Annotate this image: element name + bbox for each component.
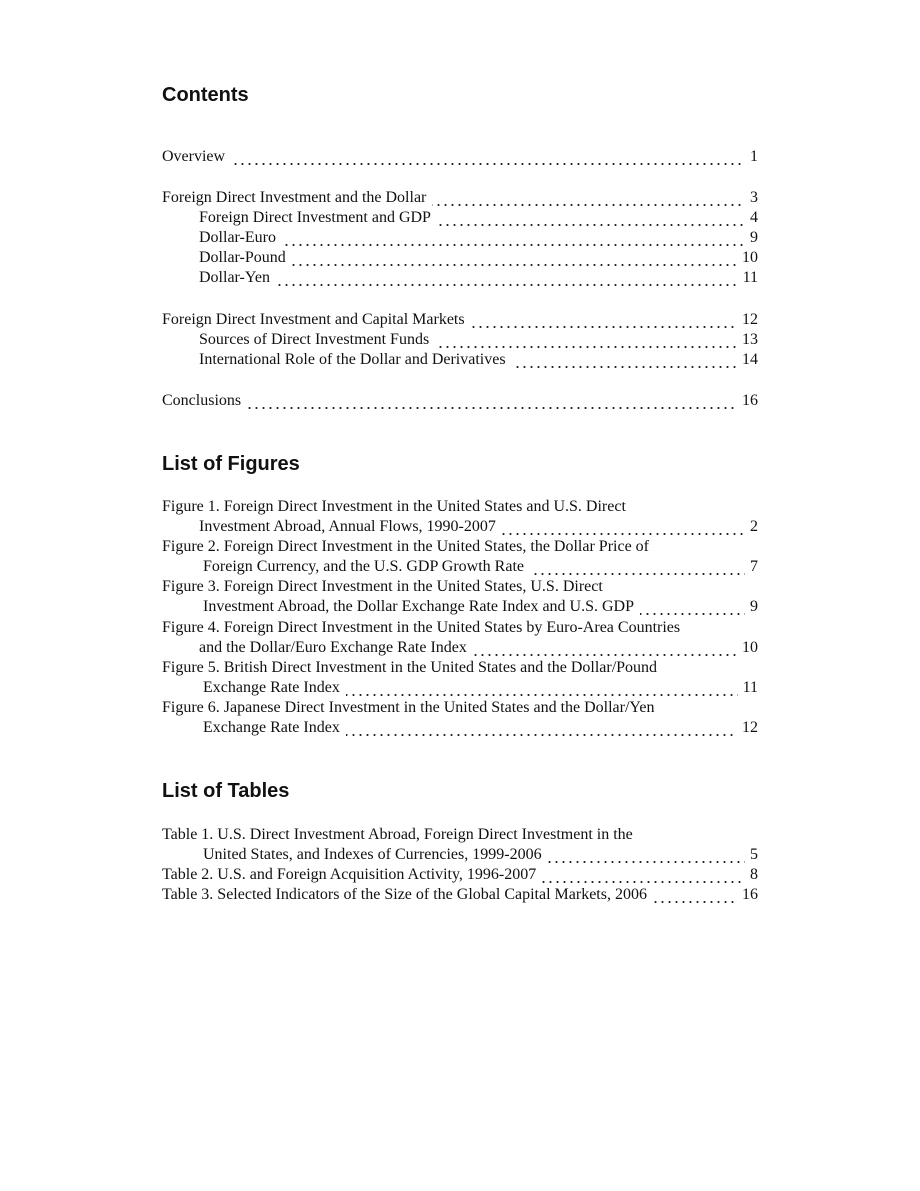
table-entry-1[interactable] (203, 845, 758, 865)
table-entry-title: Table 2. U.S. and Foreign Acquisition Activity, 1996-2007 (162, 865, 542, 885)
table-entry-1-line1: Table 1. U.S. Direct Investment Abroad, Foreign Direct Investment in the (162, 826, 633, 843)
figure-entry-4[interactable] (199, 638, 758, 658)
figure-entry-title: Investment Abroad, Annual Flows, 1990-2007 (199, 517, 502, 537)
toc-entry-page: 11 (738, 268, 758, 288)
figures-heading: List of Figures (162, 453, 300, 475)
tables-heading: List of Tables (162, 780, 290, 802)
table-entry-2[interactable] (162, 865, 758, 885)
toc-entry-title: Overview (162, 147, 231, 167)
toc-entry-page: 10 (737, 248, 758, 268)
table-entry-3[interactable] (162, 885, 758, 905)
figure-entry-1-line1: Figure 1. Foreign Direct Investment in the United States and U.S. Direct (162, 498, 626, 515)
toc-entry-page: 1 (745, 147, 758, 167)
toc-entry-fdi-capital-markets[interactable] (162, 310, 758, 330)
table-entry-page: 16 (737, 885, 758, 905)
figure-entry-1[interactable] (199, 517, 758, 537)
figure-entry-page: 11 (738, 678, 758, 698)
toc-entry-page: 3 (745, 188, 758, 208)
figure-entry-6-line1: Figure 6. Japanese Direct Investment in the United States and the Dollar/Yen (162, 699, 655, 716)
figure-entry-page: 9 (745, 597, 758, 617)
toc-entry-page: 9 (745, 228, 758, 248)
figure-entry-title: Foreign Currency, and the U.S. GDP Growth Rate (203, 557, 530, 577)
toc-entry-dollar-euro[interactable] (199, 228, 758, 248)
figure-entry-page: 7 (745, 557, 758, 577)
toc-entry-title: Dollar-Euro (199, 228, 282, 248)
toc-entry-page: 12 (737, 310, 758, 330)
toc-entry-international-role[interactable] (199, 350, 758, 370)
toc-entry-title: Dollar-Pound (199, 248, 292, 268)
figure-entry-5[interactable] (203, 678, 758, 698)
contents-heading: Contents (162, 84, 249, 106)
toc-entry-page: 13 (737, 330, 758, 350)
toc-entry-page: 14 (737, 350, 758, 370)
table-entry-page: 8 (745, 865, 758, 885)
table-entry-title: United States, and Indexes of Currencies, 1999-2006 (203, 845, 548, 865)
figure-entry-title: Investment Abroad, the Dollar Exchange Rate Index and U.S. GDP (203, 597, 640, 617)
toc-entry-fdi-dollar[interactable] (162, 188, 758, 208)
figure-entry-title: Exchange Rate Index (203, 718, 346, 738)
figure-entry-6[interactable] (203, 718, 758, 738)
toc-entry-title: Foreign Direct Investment and the Dollar (162, 188, 432, 208)
figure-entry-title: and the Dollar/Euro Exchange Rate Index (199, 638, 473, 658)
toc-entry-page: 16 (737, 391, 758, 411)
figure-entry-3-line1: Figure 3. Foreign Direct Investment in the United States, U.S. Direct (162, 578, 603, 595)
figure-entry-page: 10 (737, 638, 758, 658)
table-entry-page: 5 (745, 845, 758, 865)
toc-entry-sources-funds[interactable] (199, 330, 758, 350)
table-entry-title: Table 3. Selected Indicators of the Size of the Global Capital Markets, 2006 (162, 885, 653, 905)
figure-entry-4-line1: Figure 4. Foreign Direct Investment in the United States by Euro-Area Countries (162, 619, 681, 636)
toc-entry-conclusions[interactable] (162, 391, 758, 411)
toc-entry-overview[interactable] (162, 147, 758, 167)
toc-entry-title: Foreign Direct Investment and GDP (199, 208, 437, 228)
toc-entry-fdi-gdp[interactable] (199, 208, 758, 228)
figure-entry-page: 12 (737, 718, 758, 738)
toc-entry-title: Foreign Direct Investment and Capital Markets (162, 310, 471, 330)
toc-entry-dollar-pound[interactable] (199, 248, 758, 268)
toc-entry-title: International Role of the Dollar and Derivatives (199, 350, 512, 370)
figure-entry-title: Exchange Rate Index (203, 678, 346, 698)
figure-entry-2[interactable] (203, 557, 758, 577)
toc-entry-dollar-yen[interactable] (199, 268, 758, 288)
figure-entry-page: 2 (745, 517, 758, 537)
figure-entry-2-line1: Figure 2. Foreign Direct Investment in the United States, the Dollar Price of (162, 538, 649, 555)
toc-entry-title: Sources of Direct Investment Funds (199, 330, 435, 350)
figure-entry-5-line1: Figure 5. British Direct Investment in the United States and the Dollar/Pound (162, 659, 658, 676)
figure-entry-3[interactable] (203, 597, 758, 617)
toc-entry-title: Conclusions (162, 391, 247, 411)
toc-entry-title: Dollar-Yen (199, 268, 276, 288)
toc-entry-page: 4 (745, 208, 758, 228)
